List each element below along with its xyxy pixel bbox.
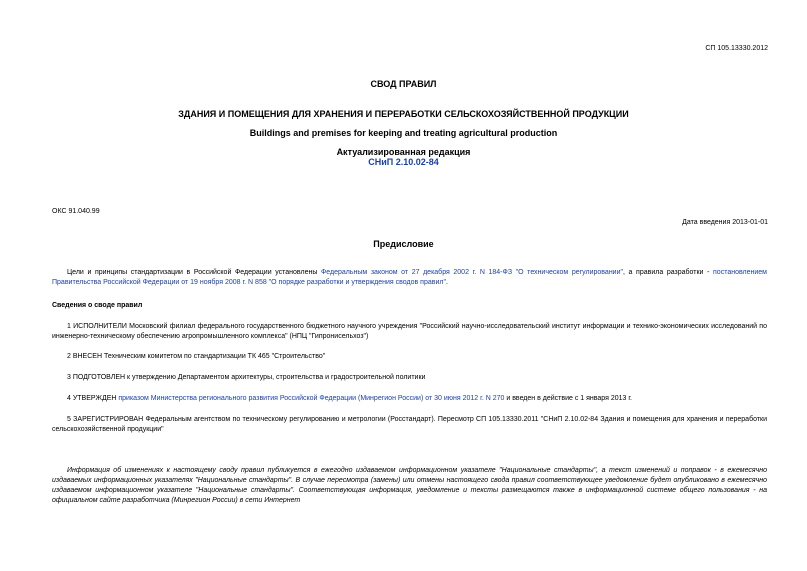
ministry-order-link[interactable]: приказом Министерства регионального развития Российской Федерации (Минрегион России) от 30 июня 2012 г. N 270 <box>118 395 505 402</box>
preface-text-2: , а правила разработки - <box>623 269 714 276</box>
registered-paragraph: 5 ЗАРЕГИСТРИРОВАН Федеральным агентством по техническому регулированию и метрологии (Росстандарт). Пересмотр СП 105.13330.2011 "СНиП 2.10.02-84 Здания и помещения для хранения и переработки сельскохозяйственной продукции" <box>52 416 767 433</box>
preface-text-1: Цели и принципы стандартизации в Российской Федерации установлены <box>67 269 321 276</box>
approved-text-2: и введен в действие с 1 января 2013 г. <box>504 395 632 402</box>
preface-heading: Предисловие <box>373 239 434 249</box>
federal-law-link[interactable]: Федеральным законом от 27 декабря 2002 г. N 184-ФЗ "О техническом регулировании" <box>320 269 623 276</box>
government-decree-link[interactable]: постановлением Правительства Российской Федерации от 19 ноября 2008 г. N 858 "О порядке разработки и утверждения сводов правил" <box>52 269 767 286</box>
oks-code: ОКС 91.040.99 <box>52 208 100 215</box>
introduced-paragraph: 2 ВНЕСЕН Техническим комитетом по стандартизации ТК 465 "Строительство" <box>67 353 326 360</box>
approved-text-1: 4 УТВЕРЖДЕН <box>67 395 119 402</box>
snip-code: СНиП 2.10.02-84 <box>368 157 439 167</box>
changes-info-paragraph: Информация об изменениях к настоящему своду правил публикуется в ежегодно издаваемом информационном указателе "Национальные стандарты", а текст изменений и поправок - в ежемесячно издаваемых информационных указателях "Национальные стандарты". В случае пересмотра (замены) или отмены настоящего свода правил соответствующее уведомление будет опубликовано в ежемесячно издаваемом информационном указателе "Национальные стандарты". Соответствующая информация, уведомление и тексты размещаются также в информационной системе общего пользования - на официальном сайте разработчика (Минрегион России) в сети Интернет <box>52 467 767 504</box>
document-type-title: СВОД ПРАВИЛ <box>370 79 437 89</box>
document-code: СП 105.13330.2012 <box>705 45 768 52</box>
intro-date: Дата введения 2013-01-01 <box>682 219 768 226</box>
preface-paragraph <box>52 268 767 288</box>
prepared-paragraph: 3 ПОДГОТОВЛЕН к утверждению Департаментом архитектуры, строительства и градостроительной политики <box>67 374 426 381</box>
edition-label: Актуализированная редакция <box>336 147 471 157</box>
document-title-en: Buildings and premises for keeping and treating agricultural production <box>249 128 558 138</box>
info-heading: Сведения о своде правил <box>52 302 143 309</box>
document-title-ru: ЗДАНИЯ И ПОМЕЩЕНИЯ ДЛЯ ХРАНЕНИЯ И ПЕРЕРАБОТКИ СЕЛЬСКОХОЗЯЙСТВЕННОЙ ПРОДУКЦИИ <box>178 109 629 119</box>
preface-text-3: . <box>445 279 448 286</box>
approved-paragraph <box>52 394 767 404</box>
executors-paragraph: 1 ИСПОЛНИТЕЛИ Московский филиал федерального государственного бюджетного научного учреждения "Российский научно-исследовательский институт информации и технико-экономических исследований по инженерно-техническому обеспечению агропромышленного комплекса" (НПЦ "Гипронисельхоз") <box>52 323 767 340</box>
